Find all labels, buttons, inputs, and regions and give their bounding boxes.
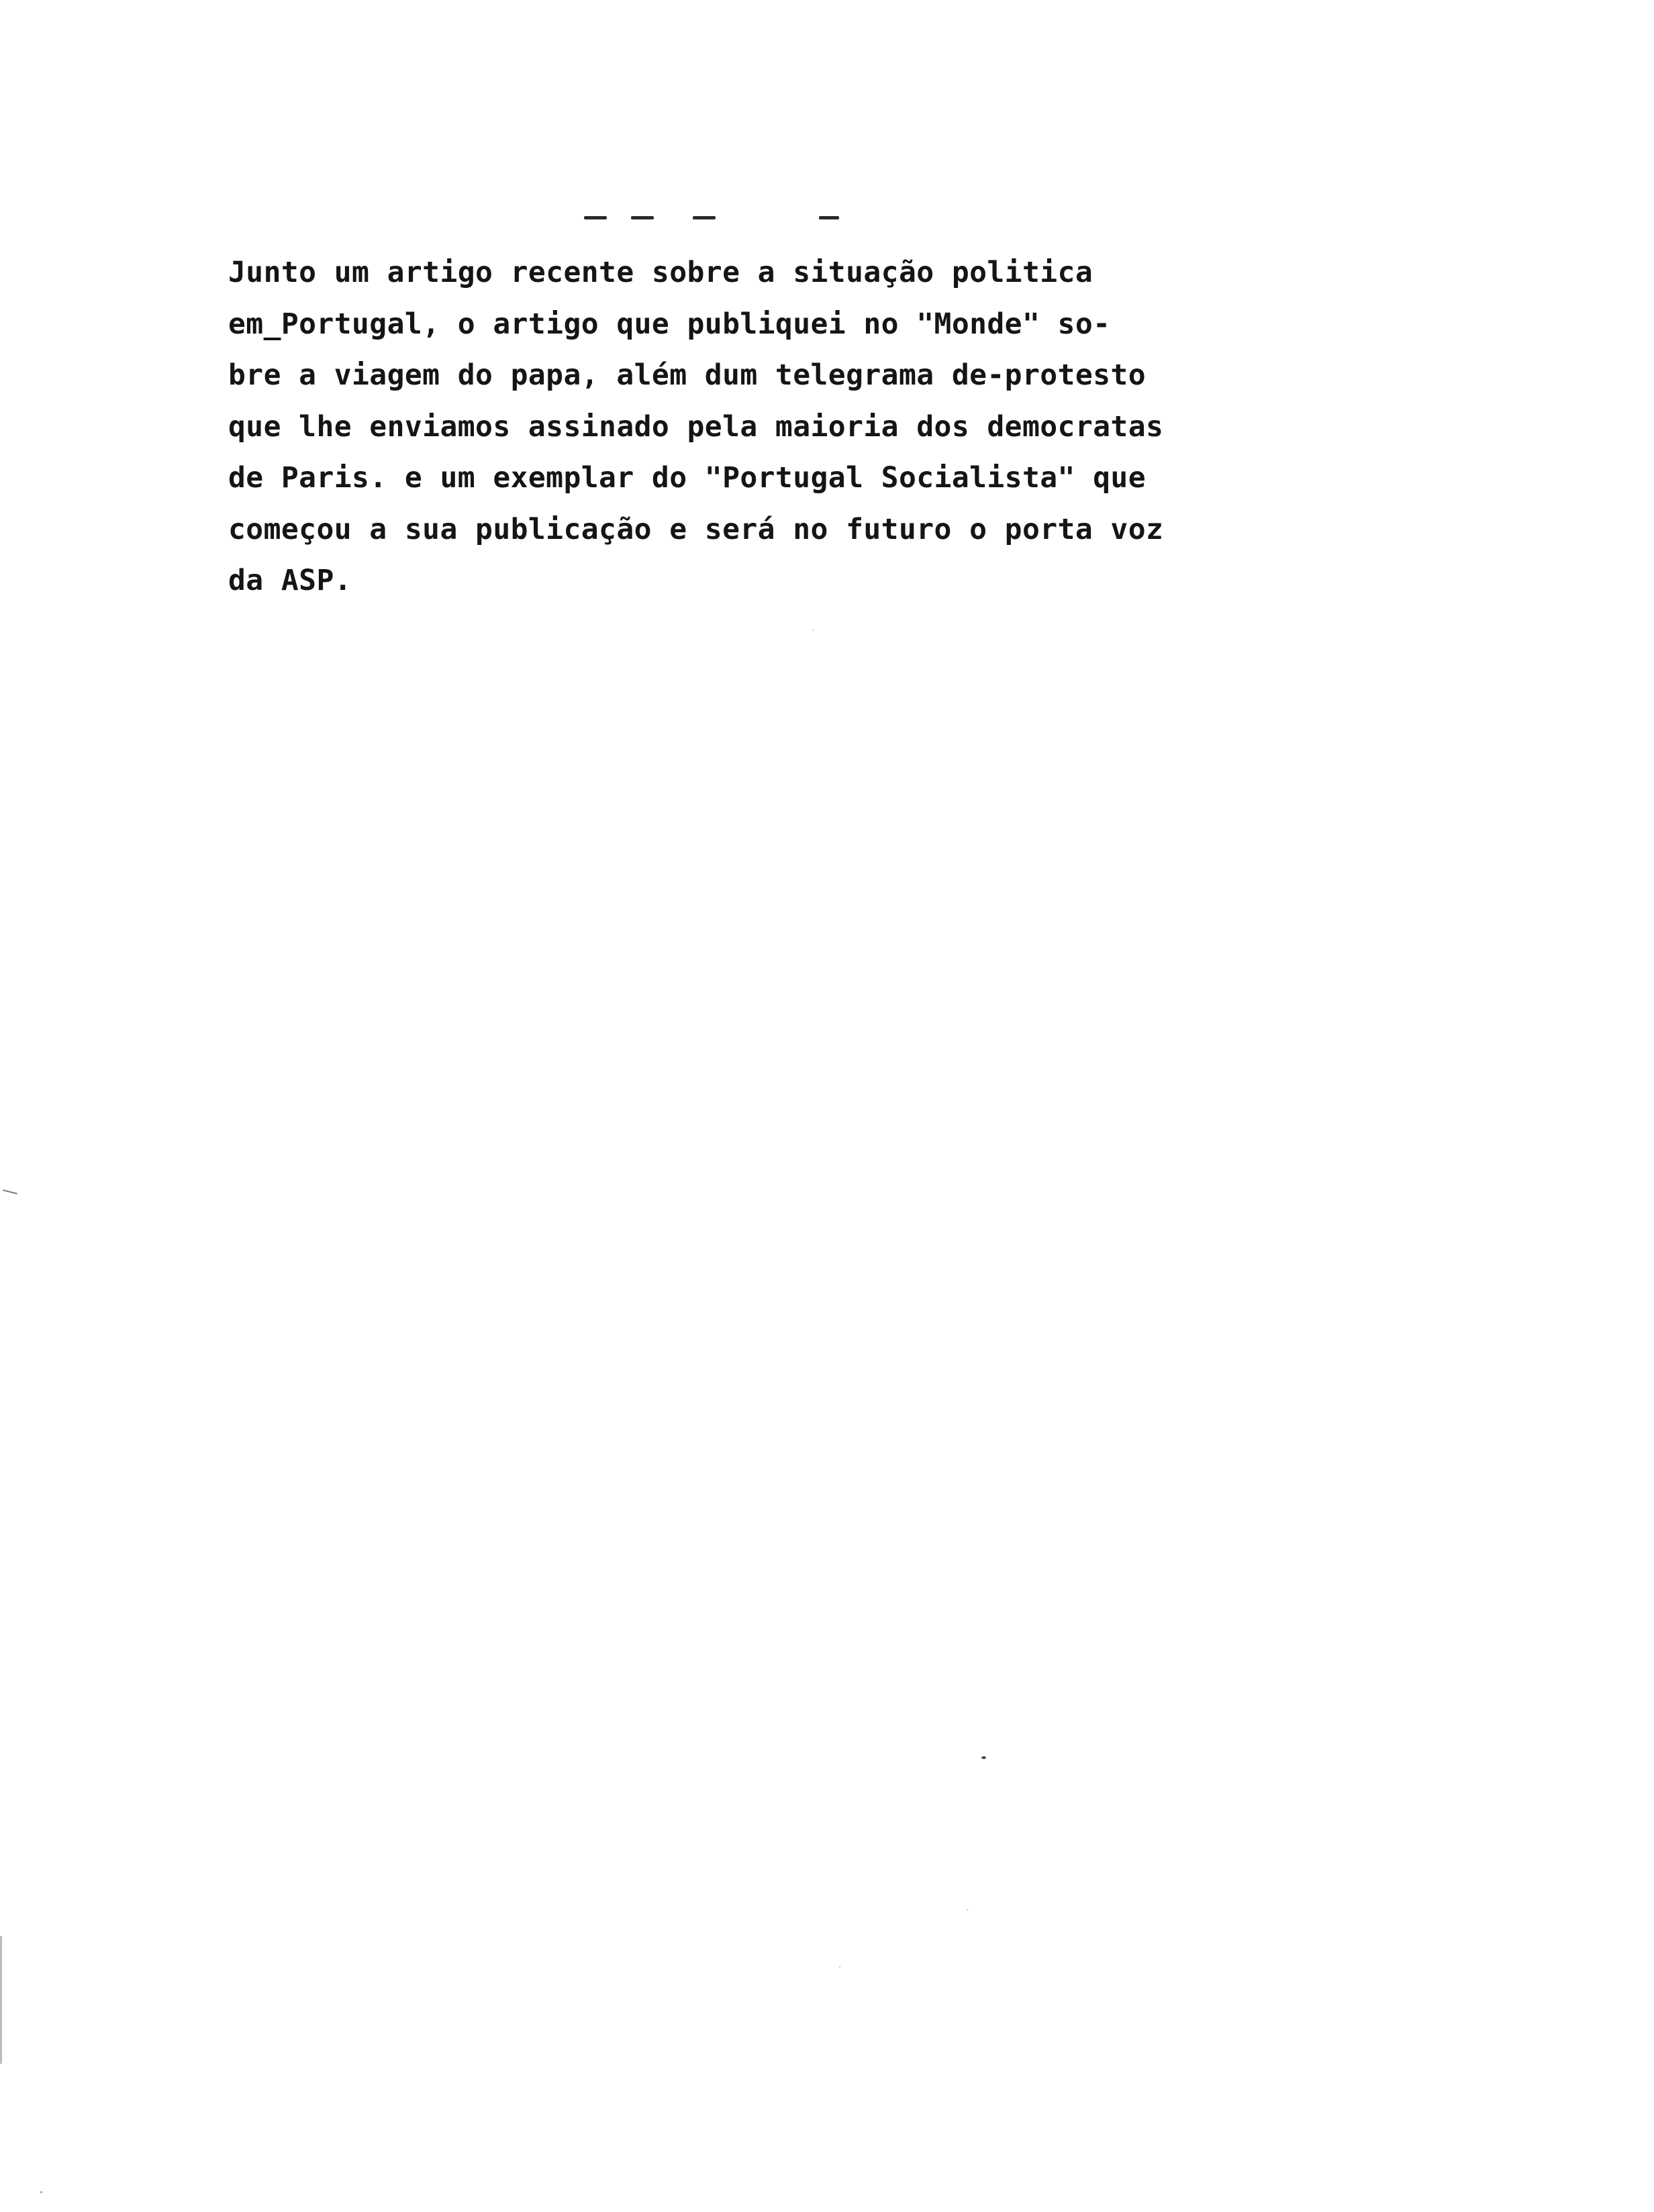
- dash-mark: [631, 216, 654, 219]
- dash-mark: [819, 216, 839, 219]
- header-dash-marks: [584, 201, 846, 228]
- scan-speck: [40, 2191, 42, 2193]
- paragraph-line: da ASP.: [228, 564, 352, 597]
- letter-paragraph: [228, 247, 1369, 607]
- dash-mark: [693, 216, 716, 219]
- paragraph-line: Junto um artigo recente sobre a situação politica: [228, 256, 1093, 289]
- scan-speck: [812, 630, 814, 631]
- scan-edge-mark: [0, 1936, 2, 2064]
- scan-edge-mark: [3, 1189, 17, 1194]
- paragraph-line: de Paris. e um exemplar do "Portugal Socialista" que: [228, 461, 1146, 495]
- paragraph-line: em_Portugal, o artigo que publiquei no "Monde" so-: [228, 307, 1111, 341]
- scan-speck: [981, 1756, 986, 1759]
- scan-speck: [967, 1909, 968, 1911]
- paragraph-line: bre a viagem do papa, além dum telegrama de-protesto: [228, 358, 1146, 392]
- dash-mark: [584, 216, 607, 219]
- paragraph-line: que lhe enviamos assinado pela maioria dos democratas: [228, 409, 1164, 444]
- paragraph-line: começou a sua publicação e será no futuro o porta voz: [228, 512, 1164, 546]
- scan-speck: [839, 1966, 840, 1968]
